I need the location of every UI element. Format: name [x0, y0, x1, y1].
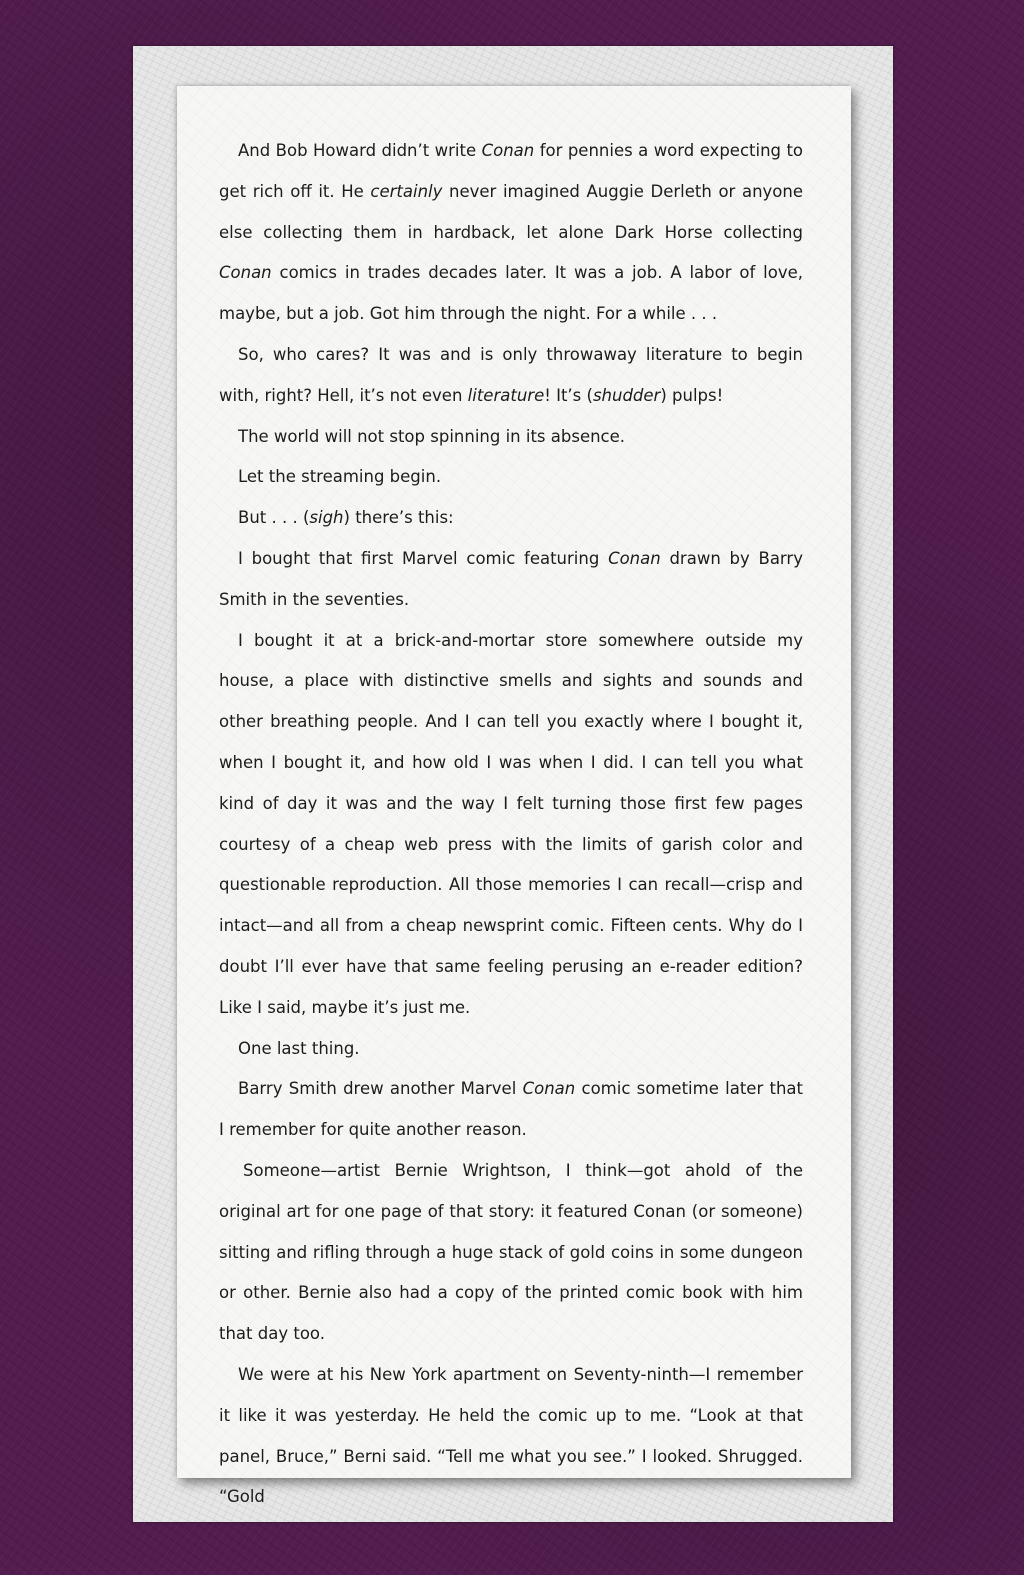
text-run: drawn by Barry Smith in the seventies.: [219, 548, 803, 609]
text-run: comic sometime later that I remember for quite another reason.: [219, 1079, 804, 1140]
text-run: comics in trades decades later. It was a job. A labor of love, maybe, but a job. Got him through the night. For a while . . .: [219, 263, 803, 324]
paragraph: [219, 457, 803, 498]
paragraph: [219, 1355, 803, 1518]
paragraph: [219, 131, 803, 335]
text-run: ! It’s (: [544, 385, 593, 405]
italic-text: shudder: [592, 385, 661, 405]
italic-text: certainly: [370, 181, 443, 201]
text-run: I bought that first Marvel comic featuring: [238, 548, 609, 568]
paragraph: [219, 539, 803, 621]
paragraph: [219, 498, 803, 539]
text-run: ) there’s this:: [343, 508, 454, 528]
italic-text: Conan: [608, 548, 661, 568]
text-run: ) pulps!: [660, 385, 724, 405]
paragraph: [219, 417, 803, 458]
italic-text: literature: [467, 385, 545, 405]
text-run: Someone—artist Bernie Wrightson, I think—got ahold of the original art for one page of that story: it featured Conan (or someone) sitting and rifling through a huge stack of gold coins in some dungeon or other. Bernie also had a copy of the printed comic book with him that day too.: [219, 1160, 803, 1344]
text-run: But . . . (: [238, 508, 310, 528]
paragraph: [219, 1069, 803, 1151]
text-run: never imagined Auggie Derleth or anyone else collecting them in hardback, let alone Dark Horse collecting: [219, 181, 803, 242]
italic-text: Conan: [219, 263, 272, 283]
body-text: [219, 131, 803, 1518]
text-run: We were at his New York apartment on Seventy-ninth—I remember it like it was yesterday. He held the comic up to me. “Look at that panel, Bruce,” Berni said. “Tell me what you see.” I looked. Shrugged. “Gold: [219, 1364, 803, 1507]
italic-text: Conan: [522, 1079, 576, 1099]
text-run: Let the streaming begin.: [238, 467, 442, 487]
text-run: Barry Smith drew another Marvel: [238, 1079, 523, 1099]
text-run: I bought it at a brick-and-mortar store somewhere outside my house, a place with distinctive smells and sights and sounds and other breathing people. And I can tell you exactly where I bought it, when I bought it, and how old I was when I did. I can tell you what kind of day it was and the way I felt turning those first few pages courtesy of a cheap web press with the limits of garish color and questionable reproduction. All those memories I can recall—crisp and intact—and all from a cheap newsprint comic. Fifteen cents. Why do I doubt I’ll ever have that same feeling perusing an e-reader edition? Like I said, maybe it’s just me.: [219, 630, 803, 1017]
paragraph: [219, 621, 803, 1029]
text-run: And Bob Howard didn’t write: [238, 141, 482, 160]
italic-text: sigh: [309, 508, 344, 528]
text-run: So, who cares? It was and is only throwaway literature to begin with, right? Hell, it’s not even: [219, 344, 803, 405]
paragraph: [219, 335, 803, 417]
text-run: The world will not stop spinning in its absence.: [238, 426, 626, 446]
italic-text: Conan: [481, 141, 535, 160]
text-run: One last thing.: [238, 1038, 360, 1058]
text-run: for pennies a word expecting to get rich off it. He: [219, 141, 804, 201]
paragraph: [219, 1029, 803, 1070]
paragraph: [219, 1151, 803, 1355]
